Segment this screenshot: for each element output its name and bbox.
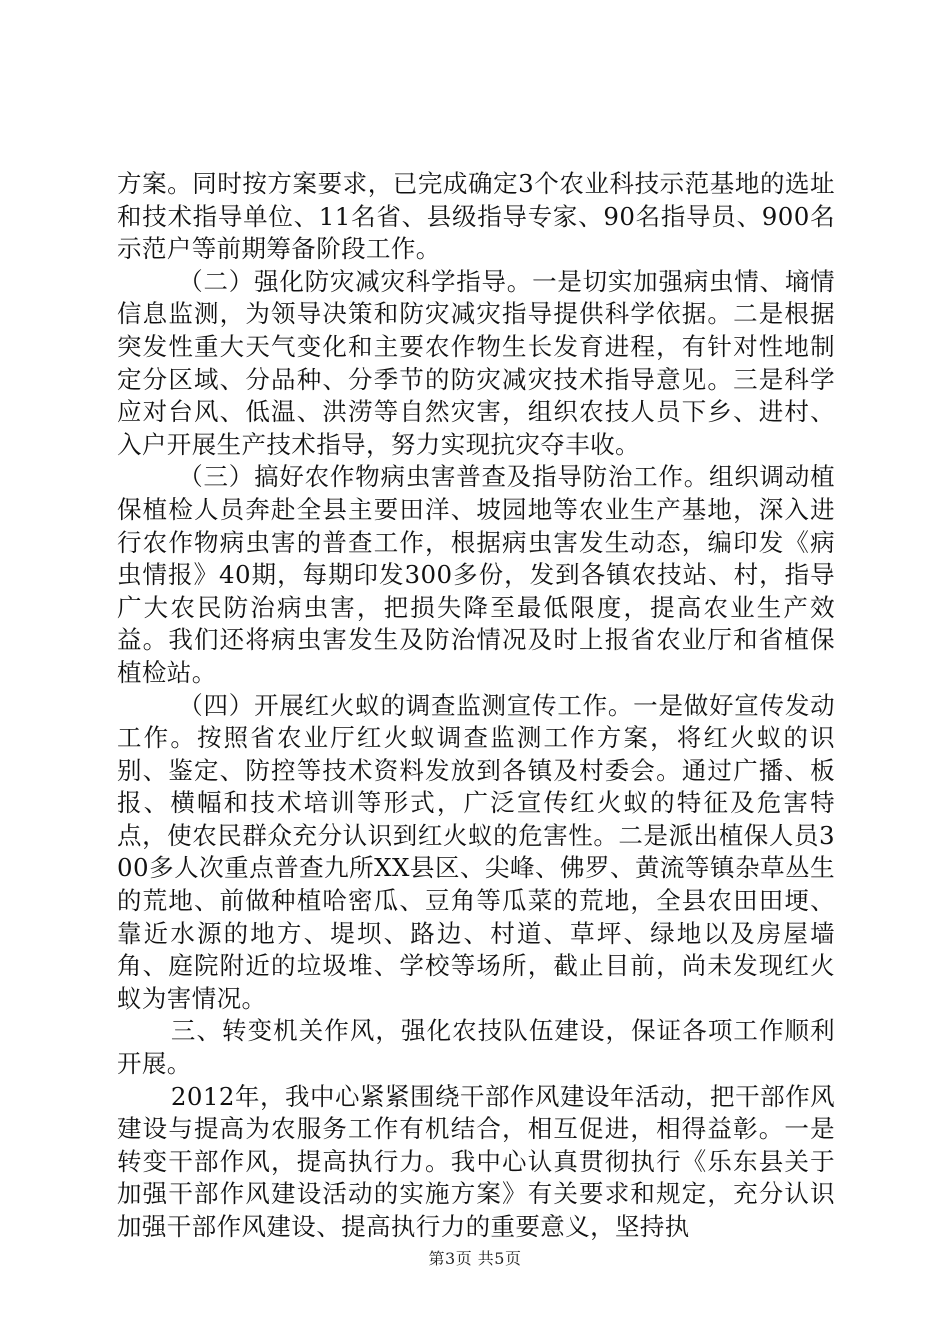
paragraph-pest-survey: （三）搞好农作物病虫害普查及指导防治工作。组织调动植保植检人员奔赴全县主要田洋、坡园地等农业生产基地，深入进行农作物病虫害的普查工作，根据病虫害发生动态，编印发《病虫情报》40期，每期印发300多份，发到各镇农技站、村，指导广大农民防治病虫害，把损失降至最低限度，提高农业生产效益。我们还将病虫害发生及防治情况及时上报省农业厅和省植保植检站。 bbox=[117, 462, 835, 687]
paragraph-fire-ant-monitoring: （四）开展红火蚁的调查监测宣传工作。一是做好宣传发动工作。按照省农业厅红火蚁调查监测工作方案，将红火蚁的识别、鉴定、防控等技术资料发放到各镇及村委会。通过广播、板报、横幅和技术培训等形式，广泛宣传红火蚁的特征及危害特点，使农民群众充分认识到红火蚁的危害性。二是派出植保人员300多人次重点普查九所XX县区、尖峰、佛罗、黄流等镇杂草丛生的荒地、前做种植哈密瓜、豆角等瓜菜的荒地，全县农田田埂、靠近水源的地方、堤坝、路边、村道、草坪、绿地以及房屋墙角、庭院附近的垃圾堆、学校等场所，截止目前，尚未发现红火蚁为害情况。 bbox=[117, 690, 835, 1013]
paragraph-continuation: 方案。同时按方案要求，已完成确定3个农业科技示范基地的选址和技术指导单位、11名省、县级指导专家、90名指导员、900名示范户等前期筹备阶段工作。 bbox=[117, 169, 835, 264]
paragraph-disaster-guidance: （二）强化防灾减灾科学指导。一是切实加强病虫情、墒情信息监测，为领导决策和防灾减灾指导提供科学依据。二是根据突发性重大天气变化和主要农作物生长发育进程，有针对性地制定分区域、分品种、分季节的防灾减灾技术指导意见。三是科学应对台风、低温、洪涝等自然灾害，组织农技人员下乡、进村、入户开展生产技术指导，努力实现抗灾夺丰收。 bbox=[117, 266, 835, 459]
section-heading-work-style: 三、转变机关作风，强化农技队伍建设，保证各项工作顺利开展。 bbox=[117, 1016, 835, 1079]
document-body bbox=[117, 168, 835, 1244]
paragraph-cadre-style: 2012年，我中心紧紧围绕干部作风建设年活动，把干部作风建设与提高为农服务工作有机结合，相互促进，相得益彰。一是转变干部作风，提高执行力。我中心认真贯彻执行《乐东县关于加强干部作风建设活动的实施方案》有关要求和规定，充分认识加强干部作风建设、提高执行力的重要意义，坚持执 bbox=[117, 1081, 835, 1241]
page-number-footer: 第3页 共5页 bbox=[428, 1249, 522, 1268]
